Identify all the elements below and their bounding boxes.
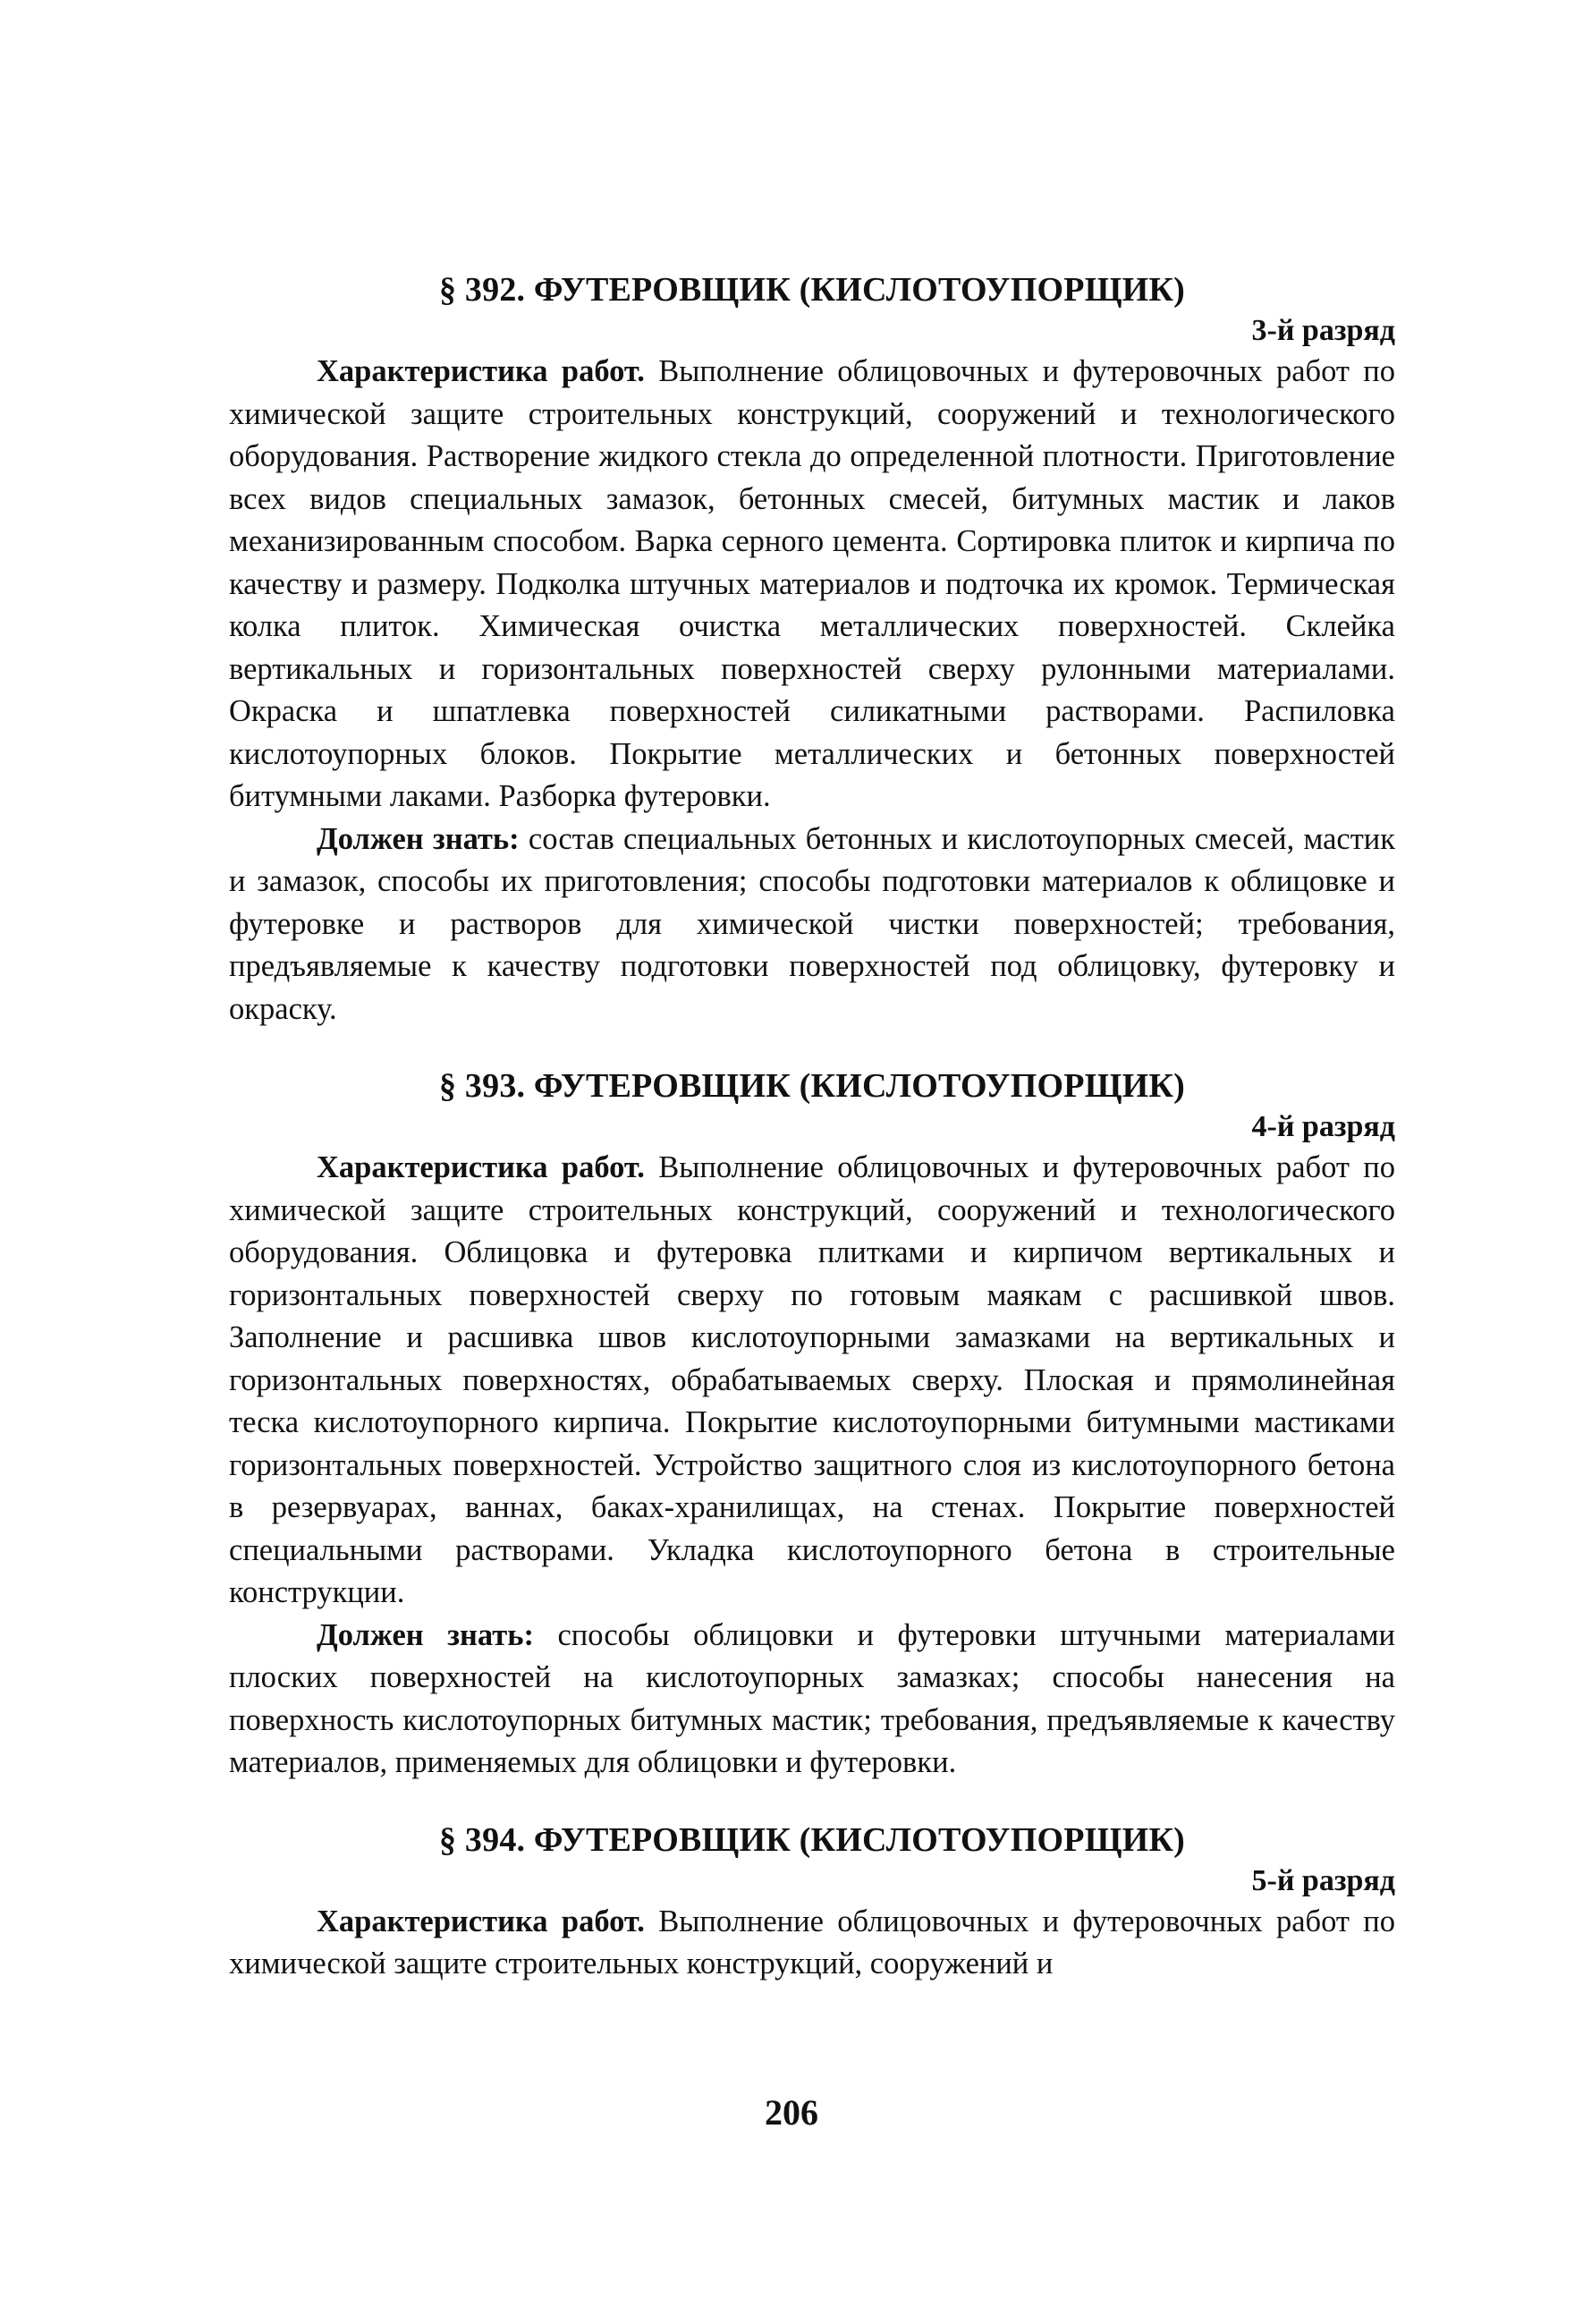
work-description-text: Выполнение облицовочных и футеровочных работ по химической защите строительных конструкций, сооружений и технологического оборудования. Облицовка и футеровка плитками и кирпичом вертикальных и горизонтальных поверхностей сверху по готовым маякам с расшивкой швов. Заполнение и расшивка швов кислотоупорными замазками на вертикальных и горизонтальных поверхностях, обрабатываемых сверху. Плоская и прямолинейная теска кислотоупорного кирпича. Покрытие кислотоупорными битумными мастиками горизонтальных поверхностей. Устройство защитного слоя из кислотоупорного бетона в резервуарах, ваннах, баках-хранилищах, на стенах. Покрытие поверхностей специальными растворами. Укладка кислотоупорного бетона в строительные конструкции. — [229, 1150, 1396, 1609]
section-394 — [229, 1819, 1395, 1986]
section-393 — [229, 1064, 1395, 1785]
work-description-text: Выполнение облицовочных и футеровочных работ по химической защите строительных конструкций, сооружений и технологического оборудования. Растворение жидкого стекла до определенной плотности. Приготовление всех видов специальных замазок, бетонных смесей, битумных мастик и лаков механизированным способом. Варка серного цемента. Сортировка плиток и кирпича по качеству и размеру. Подколка штучных материалов и подточка их кромок. Термическая колка плиток. Химическая очистка металлических поверхностей. Склейка вертикальных и горизонтальных поверхностей сверху рулонными материалами. Окраска и шпатлевка поверхностей силикатными растворами. Распиловка кислотоупорных блоков. Покрытие металлических и бетонных поверхностей битумными лаками. Разборка футеровки. — [229, 354, 1396, 813]
section-grade: 5-й разряд — [1251, 1863, 1395, 1897]
work-description-label: Характеристика работ. — [317, 1150, 645, 1184]
section-grade: 4-й разряд — [1251, 1110, 1395, 1143]
work-description — [229, 1901, 1395, 1986]
section-title: § 394. ФУТЕРОВЩИК (КИСЛОТОУПОРЩИК) — [439, 1820, 1185, 1859]
page-number: 206 — [765, 2092, 818, 2133]
section-392 — [229, 268, 1395, 1031]
required-knowledge — [229, 818, 1395, 1031]
section-grade: 3-й разряд — [1251, 314, 1395, 347]
required-knowledge-label: Должен знать: — [317, 821, 520, 856]
work-description — [229, 351, 1395, 818]
page-content — [229, 268, 1395, 1986]
section-title: § 392. ФУТЕРОВЩИК (КИСЛОТОУПОРЩИК) — [439, 271, 1185, 309]
required-knowledge-text: способы облицовки и футеровки штучными материалами плоских поверхностей на кислотоупорных замазках; способы нанесения на поверхность кислотоупорных битумных мастик; требования, предъявляемые к качеству материалов, применяемых для облицовки и футеровки. — [229, 1617, 1395, 1779]
section-title: § 393. ФУТЕРОВЩИК (КИСЛОТОУПОРЩИК) — [439, 1067, 1185, 1105]
work-description-text: Выполнение облицовочных и футеровочных работ по химической защите строительных конструкций, сооружений и — [229, 1904, 1396, 1980]
required-knowledge — [229, 1615, 1395, 1785]
work-description-label: Характеристика работ. — [317, 354, 645, 388]
work-description-label: Характеристика работ. — [317, 1904, 645, 1938]
required-knowledge-text: состав специальных бетонных и кислотоупорных смесей, мастик и замазок, способы их приготовления; способы подготовки материалов к облицовке и футеровке и растворов для химической чистки поверхностей; требования, предъявляемые к качеству подготовки поверхностей под облицовку, футеровку и окраску. — [229, 821, 1395, 1026]
required-knowledge-label: Должен знать: — [317, 1617, 534, 1652]
work-description — [229, 1147, 1395, 1615]
